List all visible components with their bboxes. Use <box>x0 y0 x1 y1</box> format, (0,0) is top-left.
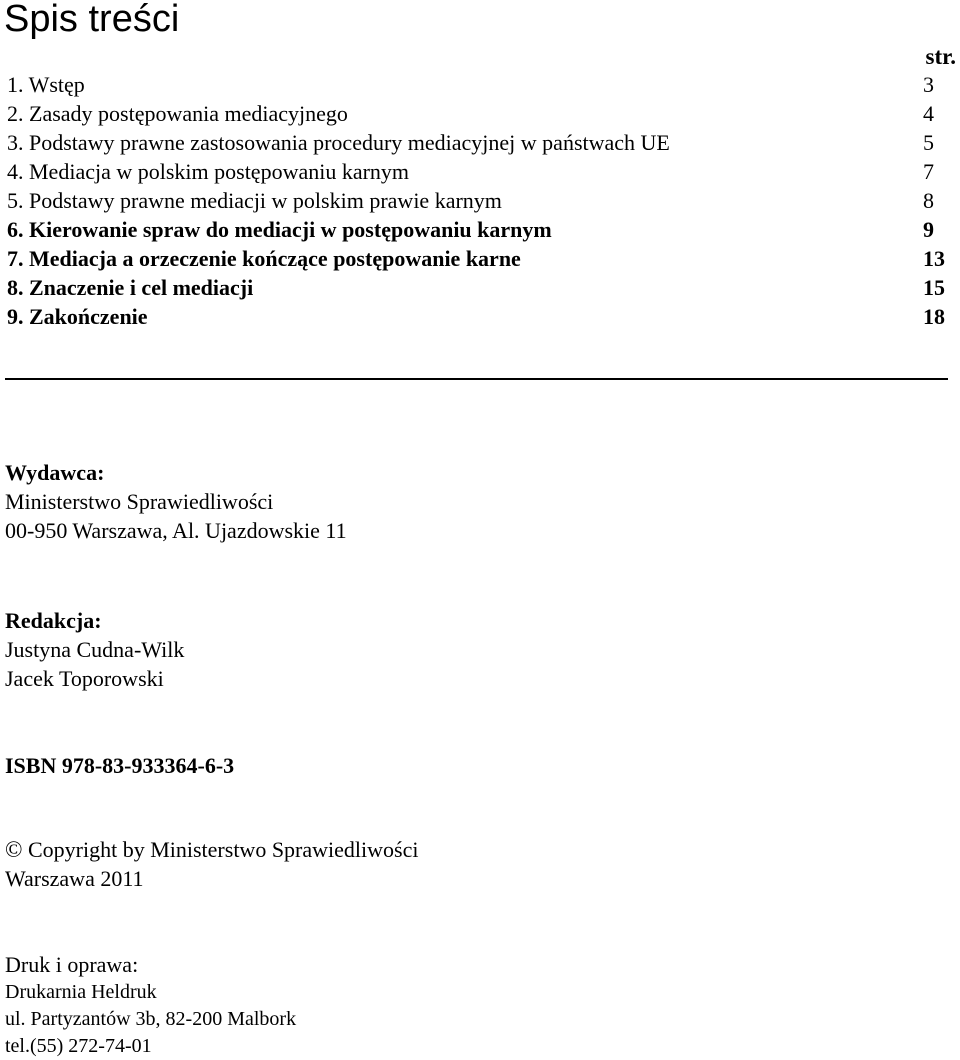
printer-address: ul. Partyzantów 3b, 82-200 Malbork <box>5 1008 297 1030</box>
toc-entry <box>7 302 945 331</box>
toc-page-column-header: str. <box>925 44 956 69</box>
toc-entry-page: 3 <box>923 72 934 97</box>
editors-block <box>5 606 184 693</box>
isbn-text: ISBN 978-83-933364-6-3 <box>5 753 235 778</box>
toc-entry-page: 15 <box>923 275 945 300</box>
toc-entry-label: 1. Wstęp <box>7 72 85 97</box>
toc-entry <box>7 99 937 128</box>
toc-entry <box>7 70 937 99</box>
toc-entry-label: 4. Mediacja w polskim postępowaniu karnym <box>7 159 410 184</box>
toc-entry-label: 8. Znaczenie i cel mediacji <box>7 275 254 300</box>
toc-entry-label: 7. Mediacja a orzeczenie kończące postępowanie karne <box>7 246 521 271</box>
printing-heading: Druk i oprawa: <box>5 952 139 977</box>
table-of-contents <box>7 70 945 331</box>
toc-entry-label: 6. Kierowanie spraw do mediacji w postępowaniu karnym <box>7 217 552 242</box>
toc-entry-label: 5. Podstawy prawne mediacji w polskim prawie karnym <box>7 188 502 213</box>
toc-entry <box>7 157 937 186</box>
copyright-place-year: Warszawa 2011 <box>5 866 144 891</box>
publisher-heading: Wydawca: <box>5 460 105 485</box>
isbn-block <box>5 751 234 780</box>
publisher-address: 00-950 Warszawa, Al. Ujazdowskie 11 <box>5 518 347 543</box>
publisher-name: Ministerstwo Sprawiedliwości <box>5 489 274 514</box>
toc-entry <box>7 128 937 157</box>
divider-rule <box>5 378 948 380</box>
toc-entry-page: 9 <box>923 217 934 242</box>
toc-entry-page: 7 <box>923 159 934 184</box>
toc-entry-page: 18 <box>923 304 945 329</box>
toc-entry-page: 4 <box>923 101 934 126</box>
toc-entry-page: 5 <box>923 130 934 155</box>
copyright-block <box>5 835 418 893</box>
page-title: Spis treści <box>4 0 180 40</box>
copyright-icon: © <box>5 837 23 862</box>
toc-entry <box>7 215 937 244</box>
editors-heading: Redakcja: <box>5 608 102 633</box>
toc-entry-page: 13 <box>923 246 945 271</box>
toc-entry-label: 2. Zasady postępowania mediacyjnego <box>7 101 348 126</box>
printer-name: Drukarnia Heldruk <box>5 981 157 1003</box>
toc-entry-page: 8 <box>923 188 934 213</box>
printing-block <box>5 950 296 1060</box>
toc-entry-label: 3. Podstawy prawne zastosowania procedury mediacyjnej w państwach UE <box>7 130 670 155</box>
printer-phone: tel.(55) 272-74-01 <box>5 1035 152 1057</box>
toc-entry <box>7 244 945 273</box>
editor-name: Jacek Toporowski <box>5 666 164 691</box>
publisher-block <box>5 458 347 545</box>
toc-entry <box>7 273 945 302</box>
toc-entry-label: 9. Zakończenie <box>7 304 148 329</box>
toc-entry <box>7 186 937 215</box>
copyright-text: Copyright by Ministerstwo Sprawiedliwości <box>27 837 419 862</box>
editor-name: Justyna Cudna-Wilk <box>5 637 185 662</box>
